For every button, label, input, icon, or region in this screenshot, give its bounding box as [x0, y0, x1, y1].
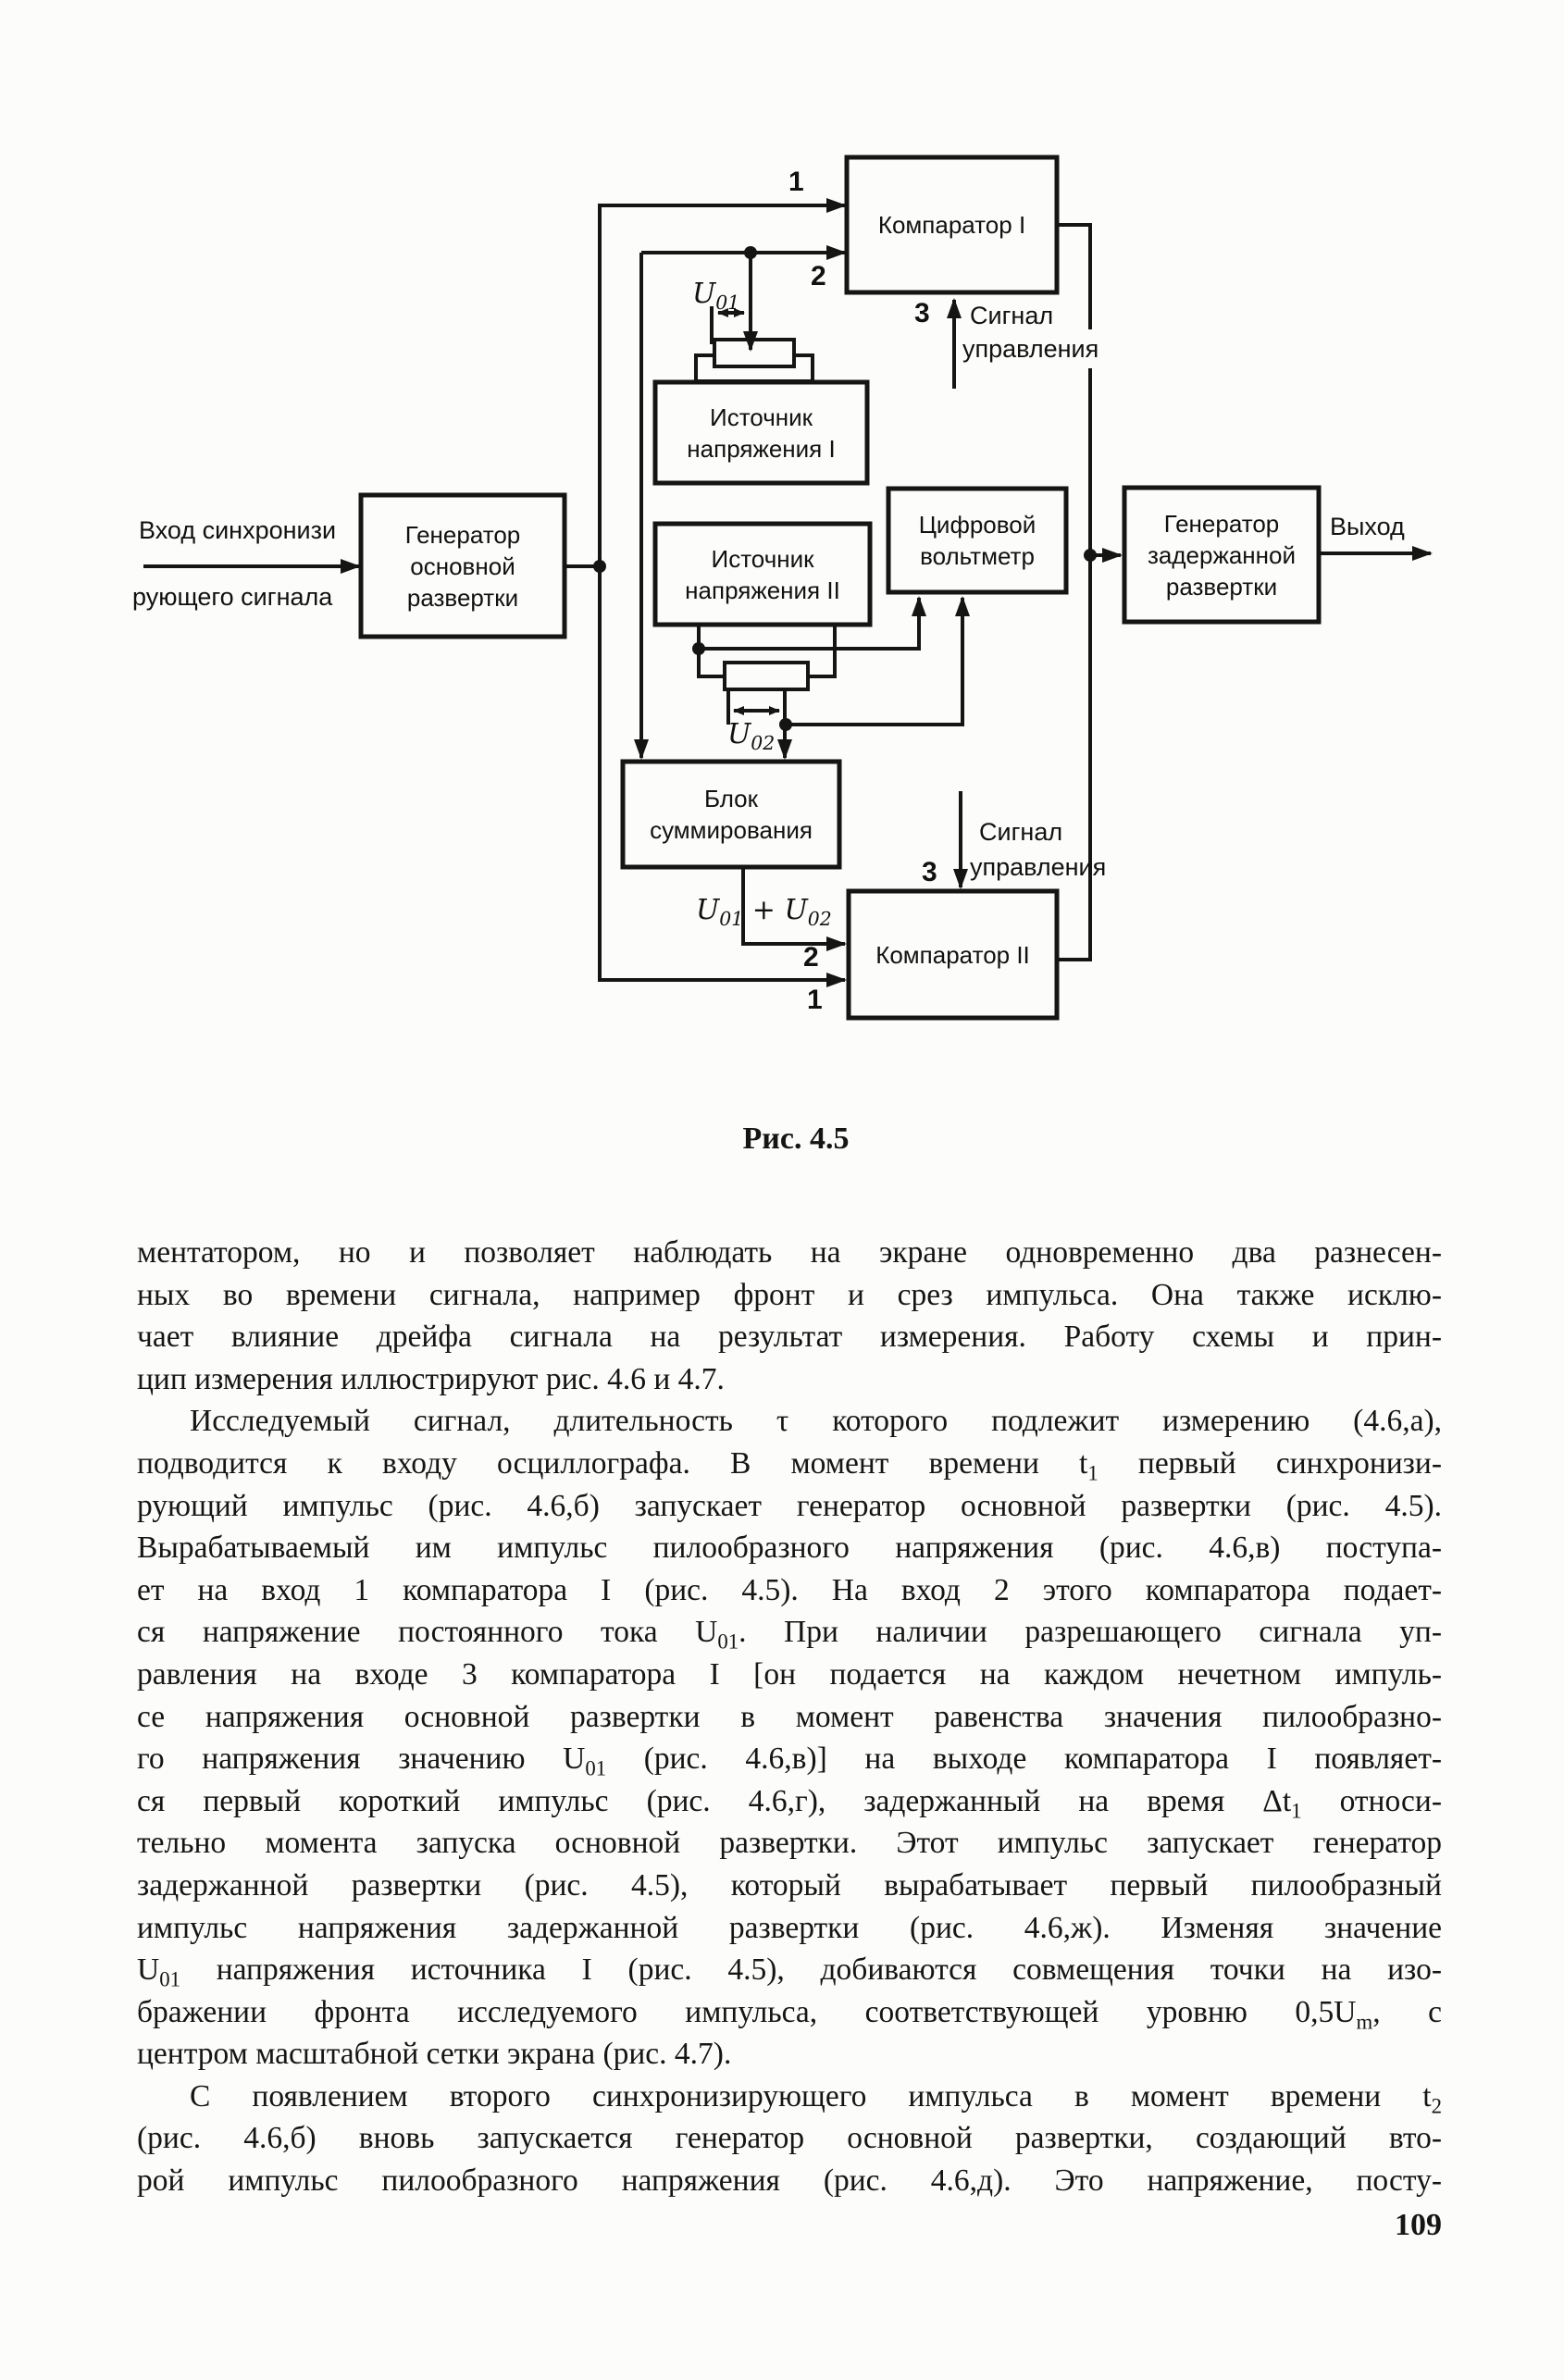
block-label: Источник: [711, 544, 814, 573]
block-label: Блок: [703, 785, 759, 812]
text-line: подводится к входу осциллографа. В момент времени $t_1$ первый синхронизи-: [137, 1445, 1442, 1485]
text-line: го напряжения значению $U_{01}$ (рис. 4.6,в)] на выходе компаратора I появляет-: [137, 1742, 1442, 1780]
junction-dot: [593, 560, 606, 573]
comp2-pin-3: 3: [922, 857, 937, 887]
junction-dot: [692, 642, 705, 655]
text-line: $U_{01}$ напряжения источника I (рис. 4.5), добиваются совмещения точки на изо-: [137, 1952, 1442, 1991]
text-line: се напряжения основной развертки в момент равенства значения пилообразно-: [137, 1699, 1442, 1734]
block-label: основной: [410, 552, 515, 580]
block-label: Компаратор I: [877, 211, 1026, 239]
block-label: задержанной: [1147, 540, 1297, 569]
comp1-pin-1: 1: [788, 167, 804, 197]
block-label: Цифровой: [918, 511, 1036, 539]
text-line: ся первый короткий импульс (рис. 4.6,г), задержанный на время $\Delta t_1$ относи-: [137, 1783, 1442, 1823]
wire-comp1-output: [1057, 225, 1090, 329]
text-line: (рис. 4.6,б) вновь запускается генератор основной развертки, создающий вто-: [137, 2121, 1442, 2156]
u01-label: $U_{01}$: [692, 278, 740, 314]
comp1-pin-2: 2: [811, 261, 826, 291]
block-voltage-source-2: [655, 524, 870, 625]
block-main-sweep-generator: [361, 495, 565, 637]
text-line: задержанной развертки (рис. 4.5), который вырабатывает первый пилообразный: [137, 1867, 1442, 1903]
text-line: центром масштабной сетки экрана (рис. 4.7).: [137, 2037, 732, 2072]
block-label: развертки: [1165, 572, 1278, 601]
junction-dot: [1084, 549, 1097, 562]
comp2-pin-2: 2: [803, 942, 819, 973]
block-label: Источник: [710, 403, 813, 431]
u02-label: $U_{02}$: [727, 718, 776, 754]
text-line: чает влияние дрейфа сигнала на результат измерения. Работу схемы и прин-: [137, 1320, 1442, 1355]
block-digital-voltmeter: [888, 489, 1066, 592]
block-comparator-1: [847, 157, 1057, 292]
text-line: ет на вход 1 компаратора I (рис. 4.5). На вход 2 этого компаратора подает-: [137, 1572, 1442, 1607]
text-line: тельно момента запуска основной развертки. Этот импульс запускает генератор: [137, 1826, 1442, 1861]
block-label: вольтметр: [920, 542, 1035, 570]
control-signal-1-label-line2: управления: [962, 335, 1099, 363]
output-label: Выход: [1330, 513, 1405, 540]
body-text: [137, 1232, 1442, 2202]
block-comparator-2: [849, 891, 1057, 1018]
comp1-pin-3: 3: [914, 298, 930, 328]
block-delayed-sweep-generator: [1124, 488, 1319, 622]
text-line: рующий импульс (рис. 4.6,б) запускает генератор основной развертки (рис. 4.5).: [137, 1488, 1442, 1523]
block-label: Генератор: [404, 520, 521, 549]
block-label: Генератор: [1163, 509, 1280, 538]
block-label: суммирования: [650, 816, 813, 844]
comp2-pin-1: 1: [807, 985, 823, 1015]
text-line: С появлением второго синхронизирующего импульса в момент времени $t_2$: [190, 2078, 1442, 2118]
control-signal-2-label-line1: Сигнал: [979, 818, 1063, 846]
junction-dot: [744, 246, 757, 259]
control-signal-2-label-line2: управления: [970, 853, 1107, 881]
block-label: развертки: [406, 583, 519, 612]
control-signal-1-label-line1: Сигнал: [970, 302, 1054, 329]
text-line: бражении фронта исследуемого импульса, соответствующей уровню $0,5U_m$, с: [137, 1994, 1442, 2034]
junction-dot: [779, 718, 792, 731]
text-line: Вырабатываемый им импульс пилообразного напряжения (рис. 4.6,в) поступа-: [137, 1531, 1442, 1566]
block-label: напряжения II: [685, 576, 840, 604]
text-line: импульс напряжения задержанной развертки (рис. 4.6,ж). Изменяя значение: [137, 1910, 1442, 1945]
figure-caption: Рис. 4.5: [742, 1122, 850, 1156]
text-line: ся напряжение постоянного тока $U_{01}$. При наличии разрешающего сигнала уп-: [137, 1615, 1443, 1655]
potentiometer-2-body: [725, 663, 808, 689]
sync-input-label-line1: Вход синхронизи: [139, 516, 337, 544]
block-label: Компаратор II: [875, 940, 1030, 969]
u01-plus-u02-label: $U_{01} + U_{02}$: [696, 894, 832, 930]
sync-input-label-line2: рующего сигнала: [132, 583, 333, 611]
block-summing: [623, 762, 839, 867]
text-line: рой импульс пилообразного напряжения (рис. 4.6,д). Это напряжение, посту-: [137, 2163, 1442, 2199]
block-voltage-source-1: [655, 382, 867, 483]
text-line: Исследуемый сигнал, длительность τ которого подлежит измерению (4.6,а),: [190, 1404, 1442, 1439]
potentiometer-1-slider: [714, 340, 794, 366]
page-number: 109: [1395, 2208, 1442, 2242]
text-line: равления на входе 3 компаратора I [он подается на каждом нечетном импуль-: [137, 1656, 1442, 1692]
text-line: ных во времени сигнала, например фронт и срез импульса. Она также исклю-: [137, 1277, 1442, 1312]
text-line: ментатором, но и позволяет наблюдать на экране одновременно два разнесен-: [137, 1235, 1442, 1270]
text-line: цип измерения иллюстрируют рис. 4.6 и 4.7.: [137, 1361, 725, 1396]
block-label: напряжения I: [687, 434, 836, 463]
